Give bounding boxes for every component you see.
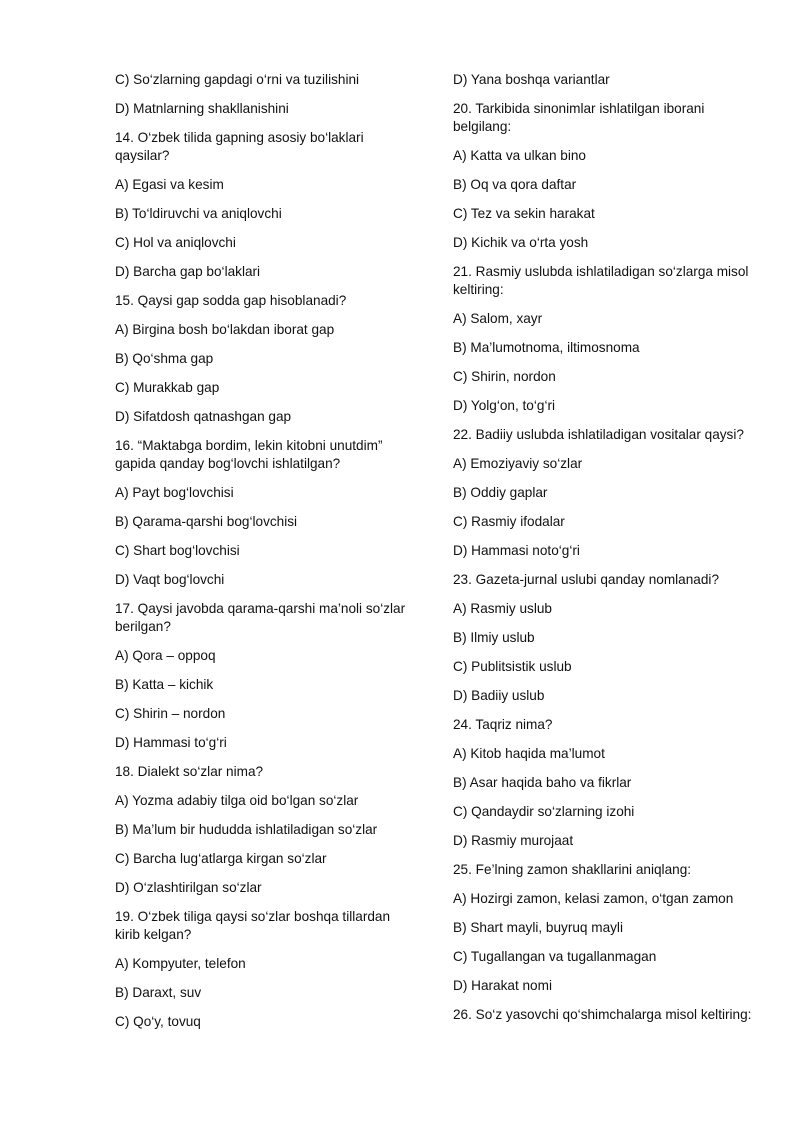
question-text: 16. “Maktabga bordim, lekin kitobni unutdim” gapida qanday bog‘lovchi ishlatilgan? bbox=[115, 438, 383, 471]
answer-option: A) Egasi va kesim bbox=[115, 177, 224, 192]
question-text: 26. So‘z yasovchi qo‘shimchalarga misol keltiring: bbox=[453, 1007, 752, 1022]
answer-option: B) Ma’lum bir hududda ishlatiladigan so‘zlar bbox=[115, 822, 378, 837]
answer-option: A) Birgina bosh bo‘lakdan iborat gap bbox=[115, 322, 335, 337]
answer-option: D) Yolg‘on, to‘g‘ri bbox=[453, 398, 556, 413]
question-text: 17. Qaysi javobda qarama-qarshi ma’noli so‘zlar berilgan? bbox=[115, 601, 406, 634]
question-text: 24. Taqriz nima? bbox=[453, 717, 553, 732]
question-text: 21. Rasmiy uslubda ishlatiladigan so‘zlarga misol keltiring: bbox=[453, 264, 749, 297]
answer-option: A) Kitob haqida ma’lumot bbox=[453, 746, 605, 761]
answer-option: B) To‘ldiruvchi va aniqlovchi bbox=[115, 206, 282, 221]
answer-option: D) Hammasi noto‘g‘ri bbox=[453, 543, 580, 558]
answer-option: C) Tugallangan va tugallanmagan bbox=[453, 949, 657, 964]
question-text: 20. Tarkibida sinonimlar ishlatilgan iborani belgilang: bbox=[453, 101, 705, 134]
answer-option: A) Kompyuter, telefon bbox=[115, 956, 246, 971]
answer-option: D) Harakat nomi bbox=[453, 978, 552, 993]
answer-option: C) Shart bog‘lovchisi bbox=[115, 543, 240, 558]
question-text: 15. Qaysi gap sodda gap hisoblanadi? bbox=[115, 293, 347, 308]
answer-option: B) Oq va qora daftar bbox=[453, 177, 577, 192]
answer-option: C) Shirin – nordon bbox=[115, 706, 226, 721]
answer-option: C) Qo‘y, tovuq bbox=[115, 1014, 201, 1029]
answer-option: C) Qandaydir so‘zlarning izohi bbox=[453, 804, 635, 819]
answer-option: C) Publitsistik uslub bbox=[453, 659, 572, 674]
answer-option: D) Yana boshqa variantlar bbox=[453, 72, 610, 87]
answer-option: B) Oddiy gaplar bbox=[453, 485, 548, 500]
answer-option: B) Ma’lumotnoma, iltimosnoma bbox=[453, 340, 640, 355]
question-text: 22. Badiiy uslubda ishlatiladigan vositalar qaysi? bbox=[453, 427, 744, 442]
answer-option: B) Qo‘shma gap bbox=[115, 351, 214, 366]
right-column bbox=[453, 71, 753, 1035]
answer-option: C) Hol va aniqlovchi bbox=[115, 235, 236, 250]
answer-option: A) Payt bog‘lovchisi bbox=[115, 485, 234, 500]
left-column bbox=[115, 71, 415, 1042]
answer-option: A) Emoziyaviy so‘zlar bbox=[453, 456, 583, 471]
answer-option: D) Barcha gap bo‘laklari bbox=[115, 264, 261, 279]
answer-option: B) Katta – kichik bbox=[115, 677, 214, 692]
answer-option: D) Sifatdosh qatnashgan gap bbox=[115, 409, 292, 424]
answer-option: C) Rasmiy ifodalar bbox=[453, 514, 565, 529]
answer-option: B) Ilmiy uslub bbox=[453, 630, 535, 645]
answer-option: D) Vaqt bog‘lovchi bbox=[115, 572, 225, 587]
answer-option: D) O‘zlashtirilgan so‘zlar bbox=[115, 880, 262, 895]
answer-option: A) Yozma adabiy tilga oid bo‘lgan so‘zlar bbox=[115, 793, 359, 808]
question-text: 14. O‘zbek tilida gapning asosiy bo‘laklari qaysilar? bbox=[115, 130, 364, 163]
question-text: 19. O‘zbek tiliga qaysi so‘zlar boshqa tillardan kirib kelgan? bbox=[115, 909, 391, 942]
answer-option: C) Murakkab gap bbox=[115, 380, 220, 395]
answer-option: D) Kichik va o‘rta yosh bbox=[453, 235, 589, 250]
question-text: 18. Dialekt so‘zlar nima? bbox=[115, 764, 264, 779]
answer-option: C) Barcha lug‘atlarga kirgan so‘zlar bbox=[115, 851, 327, 866]
text-line: D) Matnlarning shakllanishini bbox=[115, 101, 289, 116]
answer-option: A) Qora – oppoq bbox=[115, 648, 216, 663]
answer-option: B) Qarama-qarshi bog‘lovchisi bbox=[115, 514, 298, 529]
answer-option: A) Salom, xayr bbox=[453, 311, 543, 326]
answer-option: A) Hozirgi zamon, kelasi zamon, o‘tgan zamon bbox=[453, 891, 734, 906]
text-line: C) So‘zlarning gapdagi o‘rni va tuzilishini bbox=[115, 72, 360, 87]
answer-option: A) Rasmiy uslub bbox=[453, 601, 552, 616]
answer-option: C) Tez va sekin harakat bbox=[453, 206, 595, 221]
question-text: 23. Gazeta-jurnal uslubi qanday nomlanadi? bbox=[453, 572, 720, 587]
answer-option: B) Daraxt, suv bbox=[115, 985, 202, 1000]
question-text: 25. Fe’lning zamon shakllarini aniqlang: bbox=[453, 862, 692, 877]
answer-option: C) Shirin, nordon bbox=[453, 369, 556, 384]
answer-option: B) Shart mayli, buyruq mayli bbox=[453, 920, 623, 935]
answer-option: D) Badiiy uslub bbox=[453, 688, 545, 703]
answer-option: A) Katta va ulkan bino bbox=[453, 148, 586, 163]
answer-option: B) Asar haqida baho va fikrlar bbox=[453, 775, 632, 790]
answer-option: D) Hammasi to‘g‘ri bbox=[115, 735, 227, 750]
answer-option: D) Rasmiy murojaat bbox=[453, 833, 574, 848]
